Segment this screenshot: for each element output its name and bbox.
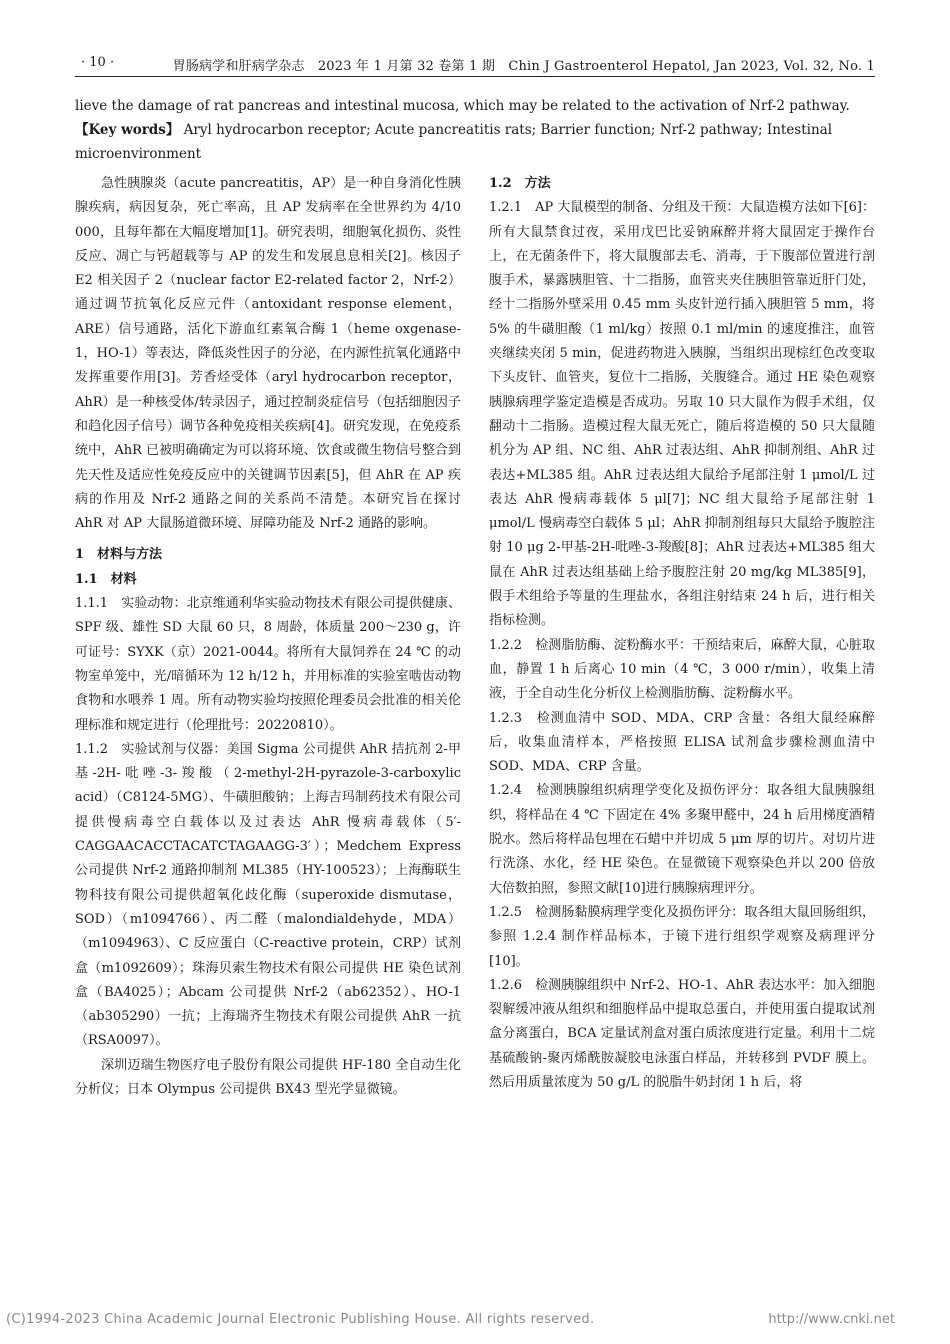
paragraph-1-2-3: 1.2.3 检测血清中 SOD、MDA、CRP 含量：各组大鼠经麻醉后，收集血清样本，严格按照 ELISA 试剂盒步骤检测血清中 SOD、MDA、CRP 含量。 <box>489 710 875 775</box>
abstract-tail-block <box>75 94 875 166</box>
right-column <box>489 172 875 1095</box>
keywords-text: Aryl hydrocarbon receptor; Acute pancreatitis rats; Barrier function; Nrf-2 pathway; Intestinal microenvironment <box>75 122 833 162</box>
section-1-2-heading: 1.2 方法 <box>489 176 551 191</box>
paragraph-1-2-4: 1.2.4 检测胰腺组织病理学变化及损伤评分：取各组大鼠胰腺组织，将样品在 4 ℃ 下固定在 4% 多聚甲醛中，24 h 后用梯度酒精脱水。然后将样品包埋在石蜡中并切成 5 μm 厚的切片。对切片进行洗涤、水化，经 HE 染色。在显微镜下观察染色并以 200 倍放大倍数拍照，参照文献[10]进行胰腺病理评分。 <box>489 783 875 896</box>
journal-citation: 胃肠病学和肝病学杂志 2023 年 1 月第 32 卷第 1 期 Chin J Gastroenterol Hepatol, Jan 2023, Vol. 32, No. 1 <box>172 59 875 74</box>
paragraph-1-1-1: 1.1.1 实验动物：北京维通利华实验动物技术有限公司提供健康、SPF 级、雄性 SD 大鼠 60 只，8 周龄，体质量 200～230 g，许可证号：SYXK（京）2021-0044。将所有大鼠饲养在 24 ℃ 的动物室单笼中，光/暗循环为 12 h/12 h，并用标准的实验室啮齿动物食物和水喂养 1 周。所有动物实验均按照伦理委员会批准的相关伦理标准和规定进行（伦理批号：20220810）。 <box>75 596 461 733</box>
keywords-label: 【Key words】 <box>75 122 180 138</box>
paragraph-1-2-6: 1.2.6 检测胰腺组织中 Nrf-2、HO-1、AhR 表达水平：加入细胞裂解缓冲液从组织和细胞样品中提取总蛋白，并使用蛋白提取试剂盒分离蛋白，BCA 定量试剂盒对蛋白质浓度进行定量。利用十二烷基硫酸钠-聚丙烯酰胺凝胶电泳蛋白样品，并转移到 PVDF 膜上。然后用质量浓度为 50 g/L 的脱脂牛奶封闭 1 h 后，将 <box>489 977 875 1090</box>
paragraph-1-2-2: 1.2.2 检测脂肪酶、淀粉酶水平：干预结束后，麻醉大鼠，心脏取血，静置 1 h 后离心 10 min（4 ℃，3 000 r/min），收集上清液，于全自动生化分析仪上检测脂肪酶、淀粉酶水平。 <box>489 637 875 702</box>
cnki-url: http://www.cnki.net <box>768 1312 895 1327</box>
copyright-notice: (C)1994-2023 China Academic Journal Electronic Publishing House. All rights reserved. <box>6 1312 595 1327</box>
paragraph-1-2-1: 1.2.1 AP 大鼠模型的制备、分组及干预：大鼠造模方法如下[6]：所有大鼠禁食过夜，采用戊巴比妥钠麻醉并将大鼠固定于操作台上，在无菌条件下，将大鼠腹部去毛、消毒，于下腹部位置进行剖腹手术，暴露胰胆管、十二指肠，血管夹夹住胰胆管靠近肝门处，经十二指肠外壁采用 0.45 mm 头皮针逆行插入胰胆管 5 mm，将 5% 的牛磺胆酸（1 ml/kg）按照 0.1 ml/min 的速度推注，血管夹继续夹闭 5 min，促进药物进入胰腺，当组织出现棕红色改变取下头皮针、血管夹，复位十二指肠，关腹缝合。通过 HE 染色观察胰腺病理学鉴定造模是否成功。另取 10 只大鼠作为假手术组，仅翻动十二指肠。造模过程大鼠无死亡，随后将造模的 50 只大鼠随机分为 AP 组、NC 组、AhR 过表达组、AhR 抑制剂组、AhR 过表达+ML385 组。AhR 过表达组大鼠给予尾部注射 1 μmol/L 过表达 AhR 慢病毒载体 5 μl[7]；NC 组大鼠给予尾部注射 1 μmol/L 慢病毒空白载体 5 μl；AhR 抑制剂组每只大鼠给予腹腔注射 10 μg 2-甲基-2H-吡唑-3-羧酸[8]；AhR 过表达+ML385 组大鼠在 AhR 过表达组基础上给予腹腔注射 20 mg/kg ML385[9]，假手术组给予等量的生理盐水，各组注射结束 24 h 后，进行相关指标检测。 <box>489 200 875 629</box>
keywords-line <box>75 118 875 166</box>
paragraph-1-2-5: 1.2.5 检测肠黏膜病理学变化及损伤评分：取各组大鼠回肠组织，参照 1.2.4 制作样品标本，于镜下进行组织学观察及病理评分[10]。 <box>489 904 875 969</box>
abstract-tail: lieve the damage of rat pancreas and intestinal mucosa, which may be related to the activation of Nrf-2 pathway. <box>75 98 850 114</box>
intro-paragraph: 急性胰腺炎（acute pancreatitis，AP）是一种自身消化性胰腺疾病，病因复杂，死亡率高，且 AP 发病率在全世界约为 4/10 000，且每年都在大幅度增加[1]。研究表明，细胞氧化损伤、炎性反应、凋亡与钙超载等与 AP 的发生和发展息息相关[2]。核因子 E2 相关因子 2（nuclear factor E2-related factor 2，Nrf-2）通过调节抗氧化反应元件（antoxidant response element，ARE）信号通路，活化下游血红素氧合酶 1（heme oxgenase-1，HO-1）等表达，降低炎性因子的分泌，在内源性抗氧化通路中发挥重要作用[3]。芳香烃受体（aryl hydrocarbon receptor，AhR）是一种核受体/转录因子，通过控制炎症信号（包括细胞因子和趋化因子信号）调节各种免疫相关疾病[4]。研究发现，在免疫系统中，AhR 已被明确确定为可以将环境、饮食或微生物信号整合到先天性及适应性免疫反应中的关键调节因素[5]，但 AhR 在 AP 疾病的作用及 Nrf-2 通路之间的关系尚不清楚。本研究旨在探讨 AhR 对 AP 大鼠肠道微环境、屏障功能及 Nrf-2 通路的影响。 <box>75 176 461 532</box>
left-column <box>75 172 461 1102</box>
section-1-heading: 1 材料与方法 <box>75 547 163 563</box>
paragraph-instruments: 深圳迈瑞生物医疗电子股份有限公司提供 HF-180 全自动生化分析仪；日本 Olympus 公司提供 BX43 型光学显微镜。 <box>75 1057 461 1097</box>
page-number: · 10 · <box>81 55 115 70</box>
section-1-1-heading: 1.1 材料 <box>75 571 137 587</box>
running-header <box>75 52 875 77</box>
paragraph-1-1-2: 1.1.2 实验试剂与仪器：美国 Sigma 公司提供 AhR 拮抗剂 2-甲基-2H-吡唑-3-羧酸（2-methyl-2H-pyrazole-3-carboxylic acid）（C8124-5MG）、牛磺胆酸钠；上海吉玛制药技术有限公司提供慢病毒空白载体以及过表达 AhR 慢病毒载体（5′-CAGGAACACCTACATCTAGAAGG-3′）；Medchem Express 公司提供 Nrf-2 通路抑制剂 ML385（HY-100523）；上海酶联生物科技有限公司提供超氧化歧化酶（superoxide dismutase，SOD）（m1094766）、丙二醛（malondialdehyde，MDA）（m1094963）、C 反应蛋白（C-reactive protein，CRP）试剂盒（m1092609）；珠海贝索生物技术有限公司提供 HE 染色试剂盒（BA4025）；Abcam 公司提供 Nrf-2（ab62352）、HO-1（ab305290）一抗；上海瑞齐生物技术有限公司提供 AhR 一抗（RSA0097）。 <box>75 741 461 1049</box>
